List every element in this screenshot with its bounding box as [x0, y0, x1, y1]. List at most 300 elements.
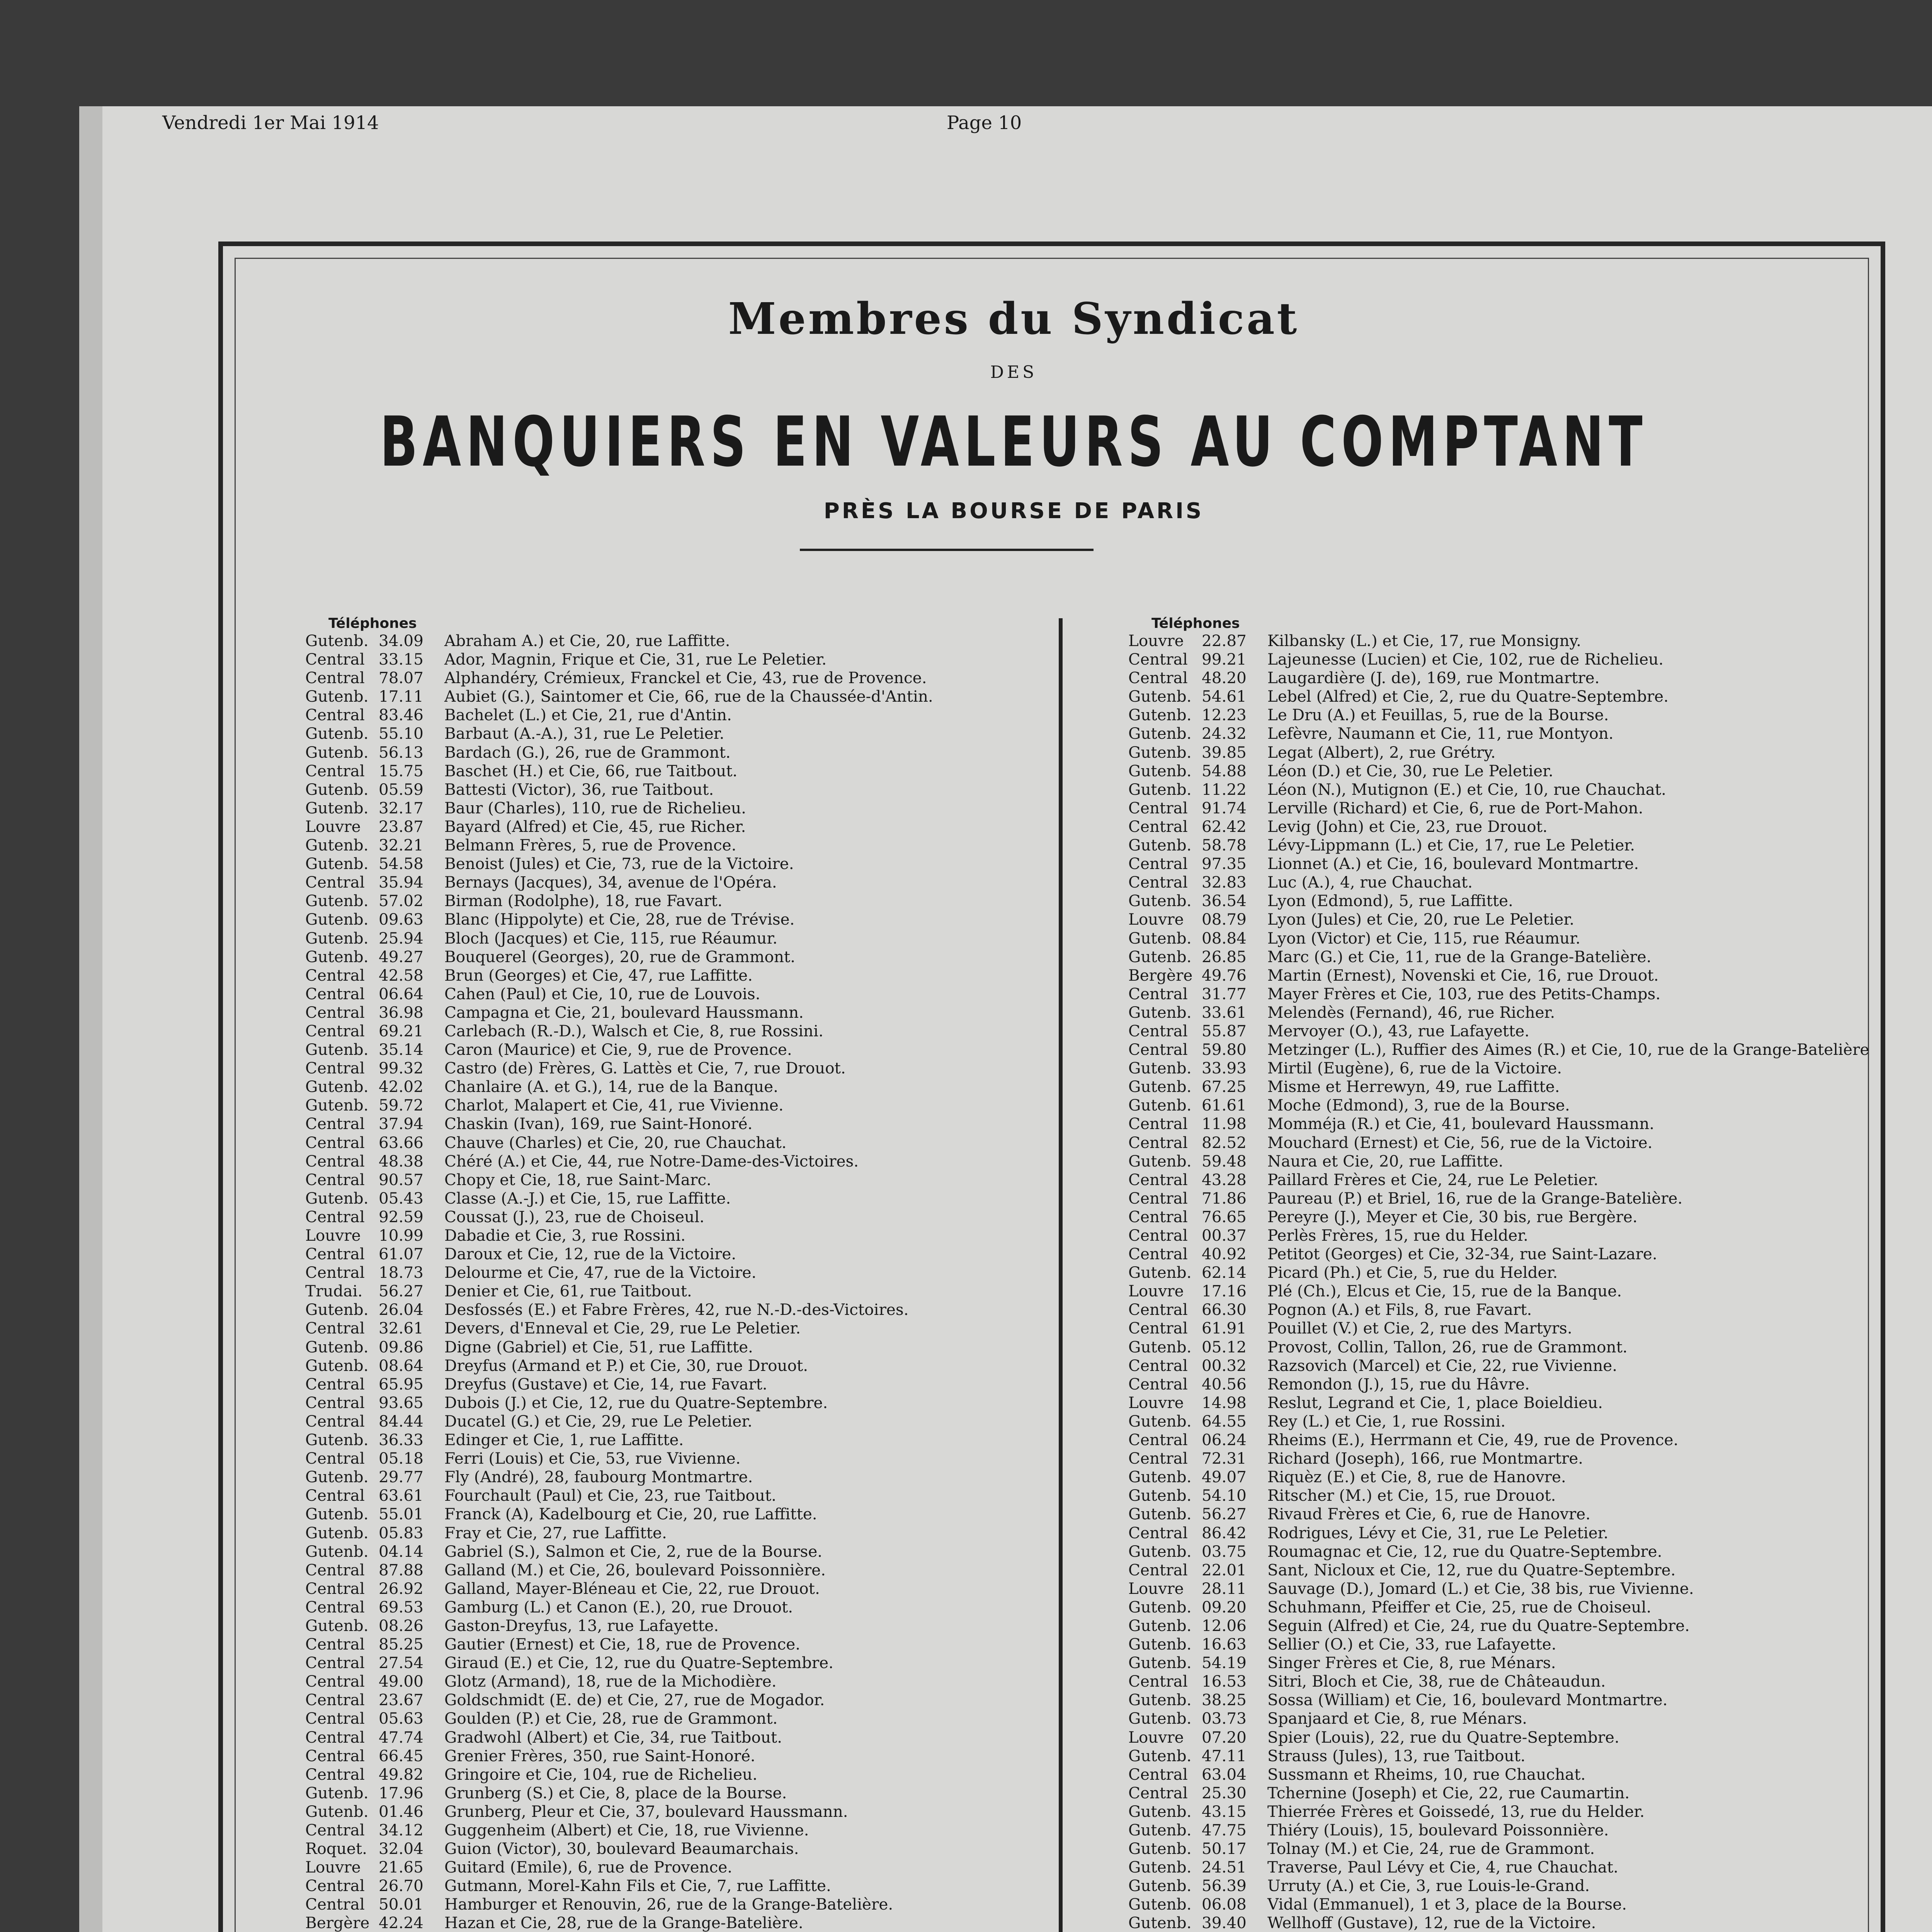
telephone-exchange: Gutenb. — [1128, 706, 1192, 724]
telephone-number: 40.56 — [1202, 1374, 1247, 1393]
member-row — [1128, 1040, 1869, 1059]
member-row — [305, 1690, 933, 1709]
telephone-number: 04.14 — [379, 1542, 423, 1561]
member-row — [1128, 1226, 1869, 1245]
telephone-number: 48.38 — [379, 1151, 423, 1170]
member-row — [1128, 1468, 1869, 1486]
member-row — [1128, 1747, 1869, 1765]
member-entry: Roumagnac et Cie, 12, rue du Quatre-Septembre. — [1267, 1542, 1662, 1561]
member-entry: Léon (N.), Mutignon (E.) et Cie, 10, rue Chauchat. — [1267, 780, 1667, 799]
member-entry: Rheims (E.), Herrmann et Cie, 49, rue de Provence. — [1267, 1430, 1679, 1449]
telephone-number: 57.02 — [379, 891, 423, 910]
telephone-exchange: Gutenb. — [1128, 724, 1192, 743]
telephone-number: 63.61 — [379, 1486, 423, 1505]
telephone-number: 05.12 — [1202, 1337, 1247, 1356]
member-entry: Gradwohl (Albert) et Cie, 34, rue Taitbout. — [444, 1728, 782, 1747]
telephone-number: 42.02 — [379, 1077, 423, 1096]
telephone-exchange: Central — [305, 1151, 365, 1170]
member-row — [1128, 1505, 1869, 1523]
telephone-exchange: Central — [305, 1170, 365, 1189]
telephone-heading: Téléphones — [1151, 616, 1240, 631]
member-entry: Léon (D.) et Cie, 30, rue Le Peletier. — [1267, 761, 1553, 780]
telephone-exchange: Central — [305, 1876, 365, 1895]
telephone-exchange: Gutenb. — [1128, 929, 1192, 947]
member-entry: Gringoire et Cie, 104, rue de Richelieu. — [444, 1765, 758, 1784]
telephone-number: 62.42 — [1202, 817, 1247, 836]
telephone-exchange: Gutenb. — [305, 743, 369, 762]
member-entry: Sauvage (D.), Jomard (L.) et Cie, 38 bis, rue Vivienne. — [1267, 1579, 1694, 1598]
telephone-number: 71.86 — [1202, 1189, 1247, 1208]
telephone-number: 97.35 — [1202, 854, 1247, 873]
telephone-number: 08.84 — [1202, 929, 1247, 947]
telephone-exchange: Gutenb. — [1128, 891, 1192, 910]
member-entry: Tchernine (Joseph) et Cie, 22, rue Caumartin. — [1267, 1783, 1630, 1802]
member-entry: Paillard Frères et Cie, 24, rue Le Peletier. — [1267, 1170, 1599, 1189]
telephone-exchange: Central — [305, 1059, 365, 1078]
member-entry: Digne (Gabriel) et Cie, 51, rue Laffitte. — [444, 1337, 753, 1356]
telephone-exchange: Gutenb. — [1128, 1802, 1192, 1821]
telephone-number: 05.18 — [379, 1449, 423, 1468]
telephone-number: 56.27 — [379, 1282, 423, 1301]
member-entry: Chaskin (Ivan), 169, rue Saint-Honoré. — [444, 1114, 753, 1133]
telephone-number: 32.04 — [379, 1839, 423, 1858]
telephone-number: 09.20 — [1202, 1597, 1247, 1616]
title-banquiers: BANQUIERS EN VALEURS AU COMPTANT — [380, 402, 1648, 482]
member-row — [1128, 1616, 1869, 1635]
telephone-exchange: Central — [1128, 1300, 1188, 1319]
member-row — [1128, 1133, 1869, 1152]
member-row — [305, 817, 933, 836]
member-entry: Sant, Nicloux et Cie, 12, rue du Quatre-Septembre. — [1267, 1560, 1676, 1579]
member-entry: Gaston-Dreyfus, 13, rue Lafayette. — [444, 1616, 719, 1635]
member-entry: Lajeunesse (Lucien) et Cie, 102, rue de Richelieu. — [1267, 650, 1664, 669]
member-row — [305, 1040, 933, 1059]
header-page: Page 10 — [947, 112, 1022, 134]
telephone-exchange: Gutenb. — [305, 1337, 369, 1356]
member-entry: Singer Frères et Cie, 8, rue Ménars. — [1267, 1653, 1556, 1672]
member-entry: Mouchard (Ernest) et Cie, 56, rue de la Victoire. — [1267, 1133, 1653, 1152]
telephone-number: 35.14 — [379, 1040, 423, 1059]
telephone-exchange: Gutenb. — [1128, 1151, 1192, 1170]
member-entry: Razsovich (Marcel) et Cie, 22, rue Vivienne. — [1267, 1356, 1617, 1375]
member-entry: Thierrée Frères et Goissedé, 13, rue du Helder. — [1267, 1802, 1645, 1821]
telephone-number: 32.61 — [379, 1319, 423, 1338]
telephone-exchange: Central — [1128, 1114, 1188, 1133]
telephone-exchange: Gutenb. — [305, 687, 369, 706]
telephone-number: 49.82 — [379, 1765, 423, 1784]
member-row — [305, 799, 933, 817]
member-row — [1128, 1858, 1869, 1876]
member-entry: Dreyfus (Armand et P.) et Cie, 30, rue Drouot. — [444, 1356, 808, 1375]
telephone-exchange: Central — [1128, 873, 1188, 892]
telephone-exchange: Gutenb. — [1128, 1542, 1192, 1561]
telephone-exchange: Central — [305, 1709, 365, 1728]
telephone-exchange: Central — [1128, 817, 1188, 836]
member-row — [1128, 910, 1869, 929]
member-row — [305, 1784, 933, 1802]
member-entry: Naura et Cie, 20, rue Laffitte. — [1267, 1151, 1503, 1170]
member-entry: Thiéry (Louis), 15, boulevard Poissonnière. — [1267, 1821, 1609, 1839]
member-entry: Reslut, Legrand et Cie, 1, place Boieldieu. — [1267, 1393, 1603, 1412]
telephone-exchange: Gutenb. — [305, 1096, 369, 1115]
telephone-exchange: Gutenb. — [1128, 1690, 1192, 1709]
member-row — [305, 650, 933, 668]
telephone-number: 06.24 — [1202, 1430, 1247, 1449]
telephone-number: 10.99 — [379, 1226, 423, 1245]
member-row — [305, 1802, 933, 1821]
member-entry: Abraham A.) et Cie, 20, rue Laffitte. — [444, 631, 730, 650]
telephone-number: 08.79 — [1202, 910, 1247, 929]
telephone-number: 00.32 — [1202, 1356, 1247, 1375]
member-row — [1128, 1561, 1869, 1579]
telephone-number: 55.10 — [379, 724, 423, 743]
member-row — [1128, 631, 1869, 650]
member-entry: Campagna et Cie, 21, boulevard Haussmann. — [444, 1003, 804, 1022]
member-entry: Pereyre (J.), Meyer et Cie, 30 bis, rue Bergère. — [1267, 1207, 1638, 1226]
member-row — [1128, 854, 1869, 873]
member-row — [305, 1003, 933, 1022]
member-entry: Traverse, Paul Lévy et Cie, 4, rue Chauchat. — [1267, 1858, 1619, 1877]
member-row — [305, 1152, 933, 1170]
member-row — [1128, 1486, 1869, 1505]
member-row — [1128, 1170, 1869, 1189]
telephone-exchange: Gutenb. — [305, 631, 369, 650]
telephone-number: 08.64 — [379, 1356, 423, 1375]
telephone-exchange: Central — [1128, 1449, 1188, 1468]
telephone-exchange: Louvre — [1128, 1579, 1184, 1598]
telephone-exchange: Central — [305, 1821, 365, 1839]
member-row — [305, 1709, 933, 1728]
telephone-exchange: Central — [305, 1319, 365, 1338]
member-entry: Mirtil (Eugène), 6, rue de la Victoire. — [1267, 1059, 1562, 1078]
member-row — [305, 854, 933, 873]
member-entry: Lyon (Victor) et Cie, 115, rue Réaumur. — [1267, 929, 1581, 947]
member-row — [1128, 799, 1869, 817]
member-row — [305, 1226, 933, 1245]
member-entry: Grunberg, Pleur et Cie, 37, boulevard Haussmann. — [444, 1802, 848, 1821]
header-date: Vendredi 1er Mai 1914 — [162, 112, 379, 134]
member-entry: Devers, d'Enneval et Cie, 29, rue Le Peletier. — [444, 1319, 801, 1338]
telephone-exchange: Gutenb. — [305, 929, 369, 947]
telephone-exchange: Gutenb. — [1128, 947, 1192, 966]
telephone-number: 16.53 — [1202, 1672, 1247, 1691]
telephone-exchange: Gutenb. — [305, 910, 369, 929]
telephone-number: 17.11 — [379, 687, 423, 706]
member-entry: Belmann Frères, 5, rue de Provence. — [444, 836, 736, 855]
telephone-exchange: Central — [305, 1412, 365, 1430]
telephone-number: 25.94 — [379, 929, 423, 947]
member-entry: Bachelet (L.) et Cie, 21, rue d'Antin. — [444, 706, 732, 724]
member-row — [305, 706, 933, 724]
telephone-exchange: Central — [305, 1672, 365, 1691]
telephone-exchange: Bergère — [305, 1913, 370, 1932]
telephone-exchange: Central — [305, 1579, 365, 1598]
telephone-exchange: Gutenb. — [305, 854, 369, 873]
column-separator — [1059, 618, 1063, 1932]
telephone-exchange: Louvre — [1128, 1393, 1184, 1412]
telephone-exchange: Central — [1128, 1133, 1188, 1152]
telephone-exchange: Central — [1128, 1765, 1188, 1784]
telephone-number: 12.06 — [1202, 1616, 1247, 1635]
telephone-exchange: Central — [305, 1597, 365, 1616]
member-row — [1128, 1821, 1869, 1839]
member-row — [305, 1189, 933, 1208]
member-row — [1128, 1542, 1869, 1561]
member-entry: Kilbansky (L.) et Cie, 17, rue Monsigny. — [1267, 631, 1582, 650]
member-entry: Glotz (Armand), 18, rue de la Michodière. — [444, 1672, 777, 1691]
telephone-exchange: Central — [1128, 650, 1188, 669]
telephone-exchange: Central — [1128, 1672, 1188, 1691]
telephone-number: 27.54 — [379, 1653, 423, 1672]
telephone-exchange: Central — [305, 761, 365, 780]
telephone-number: 48.20 — [1202, 668, 1247, 687]
member-row — [305, 929, 933, 947]
telephone-exchange: Central — [305, 1263, 365, 1282]
telephone-number: 47.74 — [379, 1728, 423, 1747]
member-entry: Lyon (Edmond), 5, rue Laffitte. — [1267, 891, 1513, 910]
member-entry: Levig (John) et Cie, 23, rue Drouot. — [1267, 817, 1548, 836]
telephone-number: 92.59 — [379, 1207, 423, 1226]
telephone-number: 12.23 — [1202, 706, 1247, 724]
telephone-exchange: Gutenb. — [305, 891, 369, 910]
member-row — [1128, 1635, 1869, 1653]
member-entry: Sellier (O.) et Cie, 33, rue Lafayette. — [1267, 1635, 1556, 1654]
telephone-exchange: Gutenb. — [305, 1430, 369, 1449]
member-row — [1128, 1765, 1869, 1784]
telephone-number: 28.11 — [1202, 1579, 1247, 1598]
member-row — [305, 910, 933, 929]
telephone-exchange: Central — [305, 668, 365, 687]
member-row — [1128, 929, 1869, 947]
member-row — [1128, 1059, 1869, 1077]
member-row — [305, 1598, 933, 1616]
member-entry: Guion (Victor), 30, boulevard Beaumarchais. — [444, 1839, 799, 1858]
telephone-number: 54.19 — [1202, 1653, 1247, 1672]
telephone-number: 26.85 — [1202, 947, 1247, 966]
member-row — [305, 1412, 933, 1430]
telephone-exchange: Gutenb. — [1128, 1077, 1192, 1096]
telephone-number: 26.04 — [379, 1300, 423, 1319]
member-entry: Coussat (J.), 23, rue de Choiseul. — [444, 1207, 705, 1226]
telephone-number: 18.73 — [379, 1263, 423, 1282]
telephone-number: 47.11 — [1202, 1746, 1247, 1765]
telephone-exchange: Central — [305, 1728, 365, 1747]
telephone-number: 11.98 — [1202, 1114, 1247, 1133]
telephone-exchange: Central — [305, 1765, 365, 1784]
telephone-number: 99.21 — [1202, 650, 1247, 669]
telephone-number: 05.59 — [379, 780, 423, 799]
member-row — [305, 1747, 933, 1765]
member-entry: Fourchault (Paul) et Cie, 23, rue Taitbout. — [444, 1486, 777, 1505]
member-row — [1128, 836, 1869, 854]
telephone-number: 78.07 — [379, 668, 423, 687]
member-row — [305, 1245, 933, 1263]
member-entry: Grunberg (S.) et Cie, 8, place de la Bourse. — [444, 1783, 787, 1802]
member-entry: Chauve (Charles) et Cie, 20, rue Chauchat. — [444, 1133, 787, 1152]
member-row — [1128, 891, 1869, 910]
telephone-exchange: Bergère — [1128, 966, 1193, 985]
telephone-exchange: Trudai. — [305, 1282, 363, 1301]
member-row — [305, 1449, 933, 1468]
member-row — [305, 836, 933, 854]
member-row — [305, 966, 933, 985]
member-entry: Lebel (Alfred) et Cie, 2, rue du Quatre-Septembre. — [1267, 687, 1669, 706]
member-row — [305, 1375, 933, 1393]
member-entry: Grenier Frères, 350, rue Saint-Honoré. — [444, 1746, 755, 1765]
member-row — [1128, 1913, 1869, 1932]
member-entry: Daroux et Cie, 12, rue de la Victoire. — [444, 1245, 736, 1264]
member-entry: Misme et Herrewyn, 49, rue Laffitte. — [1267, 1077, 1560, 1096]
member-entry: Schuhmann, Pfeiffer et Cie, 25, rue de Choiseul. — [1267, 1597, 1651, 1616]
member-entry: Dubois (J.) et Cie, 12, rue du Quatre-Septembre. — [444, 1393, 828, 1412]
telephone-number: 99.32 — [379, 1059, 423, 1078]
member-entry: Gutmann, Morel-Kahn Fils et Cie, 7, rue Laffitte. — [444, 1876, 831, 1895]
member-entry: Battesti (Victor), 36, rue Taitbout. — [444, 780, 714, 799]
telephone-exchange: Central — [1128, 1226, 1188, 1245]
member-row — [305, 1839, 933, 1858]
telephone-number: 22.87 — [1202, 631, 1247, 650]
member-row — [1128, 743, 1869, 762]
telephone-number: 06.64 — [379, 984, 423, 1003]
member-entry: Spanjaard et Cie, 8, rue Ménars. — [1267, 1709, 1527, 1728]
telephone-number: 55.01 — [379, 1505, 423, 1524]
member-entry: Gamburg (L.) et Canon (E.), 20, rue Drouot. — [444, 1597, 793, 1616]
member-row — [305, 1524, 933, 1542]
member-entry: Baschet (H.) et Cie, 66, rue Taitbout. — [444, 761, 738, 780]
telephone-number: 87.88 — [379, 1560, 423, 1579]
member-entry: Ducatel (G.) et Cie, 29, rue Le Peletier. — [444, 1412, 753, 1430]
member-entry: Richard (Joseph), 166, rue Montmartre. — [1267, 1449, 1583, 1468]
telephone-exchange: Gutenb. — [305, 1523, 369, 1542]
telephone-number: 00.37 — [1202, 1226, 1247, 1245]
member-row — [1128, 1114, 1869, 1133]
members-list-left — [305, 614, 933, 1932]
telephone-number: 49.76 — [1202, 966, 1247, 985]
telephone-exchange: Central — [1128, 854, 1188, 873]
member-entry: Baur (Charles), 110, rue de Richelieu. — [444, 798, 746, 817]
member-row — [1128, 1449, 1869, 1468]
telephone-exchange: Central — [1128, 1021, 1188, 1040]
member-entry: Lefèvre, Naumann et Cie, 11, rue Montyon. — [1267, 724, 1614, 743]
member-row — [305, 1895, 933, 1913]
member-entry: Gabriel (S.), Salmon et Cie, 2, rue de la Bourse. — [444, 1542, 823, 1561]
telephone-number: 54.88 — [1202, 761, 1247, 780]
member-row — [305, 1170, 933, 1189]
telephone-exchange: Gutenb. — [305, 1783, 369, 1802]
member-entry: Hamburger et Renouvin, 26, rue de la Grange-Batelière. — [444, 1895, 893, 1914]
telephone-number: 43.15 — [1202, 1802, 1247, 1821]
member-row — [305, 1133, 933, 1152]
member-row — [1128, 873, 1869, 891]
member-row — [305, 1821, 933, 1839]
member-row — [1128, 1728, 1869, 1747]
telephone-exchange: Central — [305, 1021, 365, 1040]
title-bourse: PRÈS LA BOURSE DE PARIS — [823, 498, 1204, 524]
telephone-number: 90.57 — [379, 1170, 423, 1189]
telephone-number: 14.98 — [1202, 1393, 1247, 1412]
telephone-exchange: Gutenb. — [1128, 1635, 1192, 1654]
member-entry: Moche (Edmond), 3, rue de la Bourse. — [1267, 1096, 1570, 1115]
telephone-number: 05.63 — [379, 1709, 423, 1728]
telephone-exchange: Gutenb. — [305, 1077, 369, 1096]
member-entry: Bayard (Alfred) et Cie, 45, rue Richer. — [444, 817, 746, 836]
telephone-number: 31.77 — [1202, 984, 1247, 1003]
telephone-exchange: Gutenb. — [1128, 1653, 1192, 1672]
telephone-number: 24.51 — [1202, 1858, 1247, 1877]
member-entry: Le Dru (A.) et Feuillas, 5, rue de la Bourse. — [1267, 706, 1609, 724]
telephone-exchange: Gutenb. — [1128, 1468, 1192, 1486]
telephone-exchange: Central — [305, 1486, 365, 1505]
member-row — [305, 1728, 933, 1747]
telephone-exchange: Central — [1128, 1783, 1188, 1802]
member-row — [305, 1858, 933, 1876]
telephone-exchange: Central — [1128, 1207, 1188, 1226]
member-entry: Charlot, Malapert et Cie, 41, rue Vivienne. — [444, 1096, 784, 1115]
member-entry: Giraud (E.) et Cie, 12, rue du Quatre-Septembre. — [444, 1653, 833, 1672]
telephone-exchange: Central — [1128, 1040, 1188, 1059]
member-entry: Legat (Albert), 2, rue Grétry. — [1267, 743, 1496, 762]
member-entry: Lyon (Jules) et Cie, 20, rue Le Peletier. — [1267, 910, 1575, 929]
member-entry: Martin (Ernest), Novenski et Cie, 16, rue Drouot. — [1267, 966, 1659, 985]
member-entry: Paureau (P.) et Briel, 16, rue de la Grange-Batelière. — [1267, 1189, 1683, 1208]
member-row — [305, 780, 933, 799]
telephone-number: 33.93 — [1202, 1059, 1247, 1078]
telephone-exchange: Central — [1128, 798, 1188, 817]
telephone-exchange: Central — [305, 1114, 365, 1133]
member-entry: Barbaut (A.-A.), 31, rue Le Peletier. — [444, 724, 724, 743]
member-row — [305, 873, 933, 891]
telephone-exchange: Louvre — [305, 817, 361, 836]
member-entry: Fly (André), 28, faubourg Montmartre. — [444, 1468, 753, 1486]
telephone-number: 34.09 — [379, 631, 423, 650]
member-entry: Ritscher (M.) et Cie, 15, rue Drouot. — [1267, 1486, 1556, 1505]
member-row — [1128, 1319, 1869, 1337]
member-entry: Seguin (Alfred) et Cie, 24, rue du Quatre-Septembre. — [1267, 1616, 1690, 1635]
member-entry: Brun (Georges) et Cie, 47, rue Laffitte. — [444, 966, 753, 985]
member-row — [305, 1616, 933, 1635]
member-row — [1128, 1653, 1869, 1672]
telephone-number: 63.66 — [379, 1133, 423, 1152]
member-entry: Spier (Louis), 22, rue du Quatre-Septembre. — [1267, 1728, 1619, 1747]
telephone-number: 11.22 — [1202, 780, 1247, 799]
telephone-exchange: Central — [305, 1449, 365, 1468]
member-entry: Hazan et Cie, 28, rue de la Grange-Batelière. — [444, 1913, 803, 1932]
telephone-number: 23.67 — [379, 1690, 423, 1709]
member-entry: Denier et Cie, 61, rue Taitbout. — [444, 1282, 692, 1301]
member-entry: Lévy-Lippmann (L.) et Cie, 17, rue Le Peletier. — [1267, 836, 1635, 855]
telephone-exchange: Central — [1128, 1319, 1188, 1338]
telephone-number: 29.77 — [379, 1468, 423, 1486]
member-entry: Aubiet (G.), Saintomer et Cie, 66, rue de la Chaussée-d'Antin. — [444, 687, 933, 706]
telephone-number: 61.91 — [1202, 1319, 1247, 1338]
member-entry: Plé (Ch.), Elcus et Cie, 15, rue de la Banque. — [1267, 1282, 1622, 1301]
telephone-exchange: Louvre — [305, 1858, 361, 1877]
telephone-number: 16.63 — [1202, 1635, 1247, 1654]
member-row — [305, 1282, 933, 1300]
telephone-exchange: Gutenb. — [1128, 1709, 1192, 1728]
telephone-exchange: Gutenb. — [1128, 1486, 1192, 1505]
telephone-exchange: Central — [305, 1003, 365, 1022]
member-row — [305, 1022, 933, 1040]
member-entry: Metzinger (L.), Ruffier des Aimes (R.) et Cie, 10, rue de la Grange-Batelière — [1267, 1040, 1869, 1059]
member-entry: Chéré (A.) et Cie, 44, rue Notre-Dame-des-Victoires. — [444, 1151, 859, 1170]
telephone-exchange: Gutenb. — [305, 1300, 369, 1319]
member-entry: Sitri, Bloch et Cie, 38, rue de Châteaudun. — [1267, 1672, 1606, 1691]
member-entry: Delourme et Cie, 47, rue de la Victoire. — [444, 1263, 757, 1282]
member-row — [1128, 1245, 1869, 1263]
member-entry: Franck (A), Kadelbourg et Cie, 20, rue Laffitte. — [444, 1505, 817, 1524]
member-entry: Petitot (Georges) et Cie, 32-34, rue Saint-Lazare. — [1267, 1245, 1657, 1264]
